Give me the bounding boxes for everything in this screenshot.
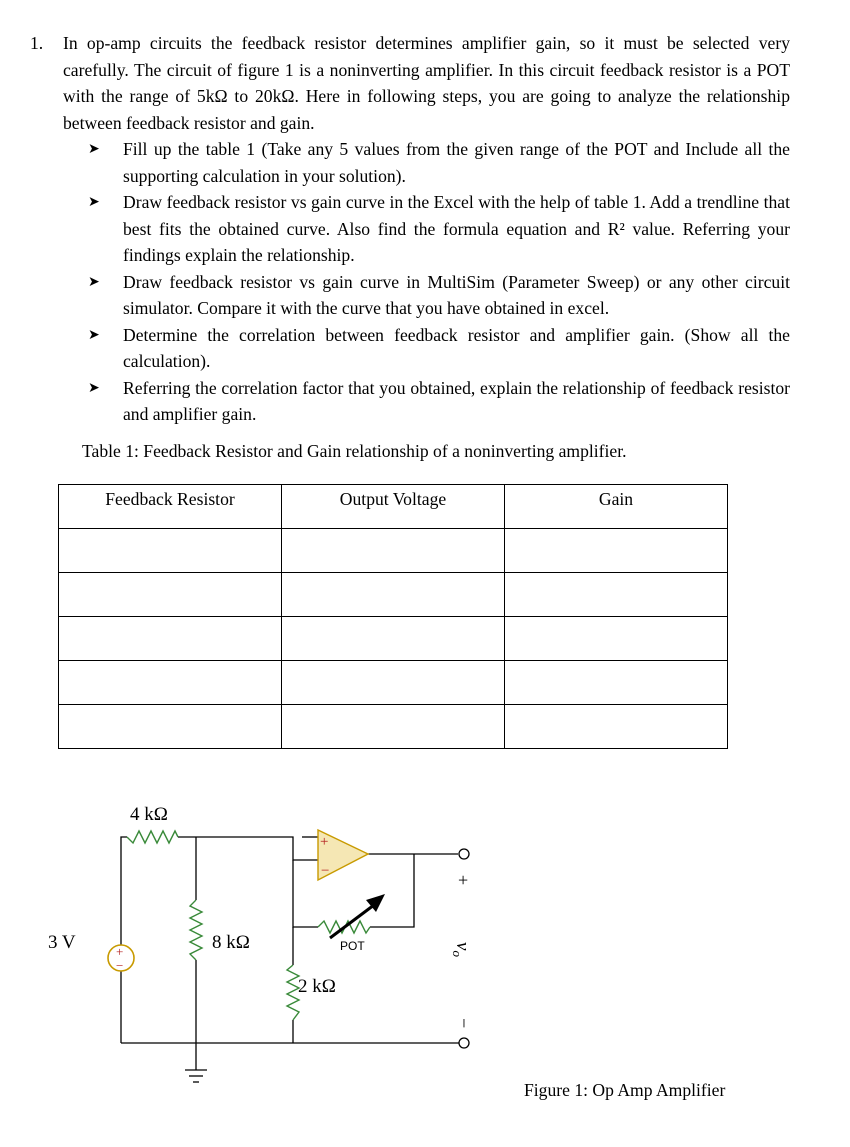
resistor-8k (190, 900, 202, 960)
table-row (59, 529, 728, 573)
resistor-4k-label: 4 kΩ (130, 804, 168, 825)
source-plus-sign: + (116, 944, 124, 959)
step-item: ➤ Draw feedback resistor vs gain curve in MultiSim (Parameter Sweep) or any other circuit simulator. Compare it with the curve that you have obtained in excel. (88, 269, 790, 322)
arrow-bullet-icon: ➤ (88, 141, 100, 157)
table-row (59, 617, 728, 661)
figure-caption: Figure 1: Op Amp Amplifier (524, 1080, 726, 1100)
opamp-plus-input: + (320, 834, 329, 850)
output-plus-sign: + (458, 870, 469, 890)
vo-label: $v_o$ (450, 942, 473, 957)
step-item: ➤ Referring the correlation factor that you obtained, explain the relationship of feedback resistor and amplifier gain. (88, 375, 790, 428)
empty-cell[interactable] (505, 573, 728, 617)
empty-cell[interactable] (59, 705, 282, 749)
empty-cell[interactable] (282, 617, 505, 661)
empty-cell[interactable] (59, 661, 282, 705)
step-item: ➤ Determine the correlation between feedback resistor and amplifier gain. (Show all the calculation). (88, 322, 790, 375)
empty-cell[interactable] (505, 617, 728, 661)
arrow-bullet-icon: ➤ (88, 379, 100, 396)
resistor-8k-label: 8 kΩ (212, 932, 250, 953)
table-header-row (59, 485, 728, 529)
steps-list (88, 136, 790, 428)
empty-cell[interactable] (59, 573, 282, 617)
empty-cell[interactable] (505, 529, 728, 573)
resistor-2k-label: 2 kΩ (298, 976, 336, 997)
opamp-minus-input: − (321, 863, 330, 879)
question-intro: In op-amp circuits the feedback resistor determines amplifier gain, so it must be selected very carefully. The circuit of figure 1 is a noninverting amplifier. In this circuit feedback resistor is a POT with the range of 5kΩ to 20kΩ. Here in following steps, you are going to analyze the relationship between feedback resistor and gain. (63, 33, 790, 133)
empty-cell[interactable] (282, 573, 505, 617)
empty-cell[interactable] (282, 705, 505, 749)
arrow-bullet-icon: ➤ (88, 273, 100, 290)
table-caption: Table 1: Feedback Resistor and Gain relationship of a noninverting amplifier. (82, 441, 627, 461)
pot-label: POT (340, 939, 365, 953)
empty-cell[interactable] (505, 705, 728, 749)
ground-icon (185, 1070, 207, 1082)
question-block (30, 30, 790, 428)
header-gain: Gain (505, 485, 728, 529)
empty-cell[interactable] (505, 661, 728, 705)
table-row (59, 661, 728, 705)
header-feedback-resistor: Feedback Resistor (59, 485, 282, 529)
empty-cell[interactable] (59, 617, 282, 661)
table-row (59, 705, 728, 749)
output-minus-sign: − (454, 1018, 474, 1029)
circuit-wires (121, 837, 464, 1070)
step-item: ➤ Fill up the table 1 (Take any 5 values from the given range of the POT and Include all the supporting calculation in your solution). (88, 136, 790, 189)
arrow-bullet-icon: ➤ (88, 194, 100, 210)
empty-cell[interactable] (282, 529, 505, 573)
output-terminal-bottom (459, 1038, 469, 1048)
output-terminal-top (459, 849, 469, 859)
arrow-bullet-icon: ➤ (88, 326, 100, 343)
resistor-4k (127, 831, 178, 843)
step-item: ➤ Draw feedback resistor vs gain curve in the Excel with the help of table 1. Add a trendline that best fits the obtained curve. Also find the formula equation and R² value. Referring your findings explain the relationship. (88, 189, 790, 269)
empty-cell[interactable] (282, 661, 505, 705)
data-table (58, 484, 728, 749)
empty-cell[interactable] (59, 529, 282, 573)
circuit-diagram (0, 790, 850, 1110)
source-label: 3 V (48, 932, 76, 953)
question-number: 1. (30, 33, 44, 53)
source-minus-sign: − (116, 958, 124, 973)
header-output-voltage: Output Voltage (282, 485, 505, 529)
table-row (59, 573, 728, 617)
